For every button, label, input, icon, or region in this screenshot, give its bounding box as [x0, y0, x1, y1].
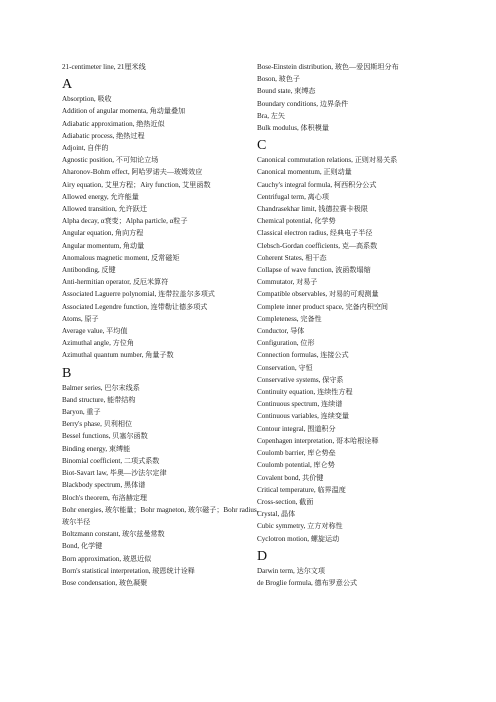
glossary-column-right	[257, 61, 457, 589]
glossary-entry: Conservative systems, 保守系	[257, 375, 344, 384]
glossary-entry: Compatible observables, 对易的可观测量	[257, 290, 379, 299]
glossary-entry: Binding energy, 束缚能	[62, 444, 131, 453]
glossary-entry: Coulomb barrier, 库仑势垒	[257, 449, 336, 458]
glossary-entry: Bessel functions, 贝塞尔函数	[62, 432, 148, 441]
glossary-entry: de Broglie formula, 德布罗意公式	[257, 578, 358, 587]
glossary-entry: Azimuthal angle, 方位角	[62, 339, 134, 348]
glossary-entry: Antibonding, 反键	[62, 266, 116, 275]
glossary-entry: Berry's phase, 贝利相位	[62, 420, 133, 429]
glossary-entry: Born's statistical interpretation, 玻恩统计诠释	[62, 566, 195, 575]
glossary-entry: Canonical commutation relations, 正则对易关系	[257, 156, 398, 165]
glossary-entry: Coulomb potential, 库仑势	[257, 461, 335, 470]
glossary-entry: Darwin term, 达尔文项	[257, 566, 325, 575]
glossary-entry: Biot-Savart law, 毕奥—沙法尔定律	[62, 469, 167, 478]
glossary-entry: Binomial coefficient, 二项式系数	[62, 456, 160, 465]
glossary-entry: Canonical momentum, 正则动量	[257, 168, 352, 177]
glossary-entry: Bohr energies, 玻尔能量；Bohr magneton, 玻尔磁子；Bohr radius, 玻尔半径	[62, 505, 259, 526]
glossary-entry: Absorption, 吸收	[62, 95, 112, 104]
glossary-entry: Cauchy's integral formula, 柯西积分公式	[257, 180, 377, 189]
glossary-entry: Chemical potential, 化学势	[257, 217, 336, 226]
glossary-entry: Allowed transition, 允许跃迁	[62, 205, 147, 214]
glossary-entry: Bound state, 束缚态	[257, 87, 316, 96]
glossary-entry: Associated Laguerre polynomial, 连带拉盖尔多项式	[62, 290, 215, 299]
glossary-entry: Cubic symmetry, 立方对称性	[257, 522, 343, 531]
glossary-entry: Addition of angular momenta, 角动量叠加	[62, 107, 186, 116]
glossary-entry: Airy equation, 艾里方程；Airy function, 艾里函数	[62, 180, 211, 189]
glossary-entry: Completeness, 完备性	[257, 314, 322, 323]
glossary-entry: Alpha decay, α衰变；Alpha particle, α粒子	[62, 217, 188, 226]
glossary-entry: Crystal, 晶体	[257, 510, 296, 519]
glossary-entry: Bose-Einstein distribution, 玻色—爱因斯坦分布	[257, 63, 399, 71]
glossary-entry: Cyclotron motion, 螺旋运动	[257, 534, 340, 543]
glossary-entry: Conservation, 守恒	[257, 363, 313, 372]
glossary-entry: Critical temperature, 临界温度	[257, 485, 346, 494]
glossary-entry: Adiabatic approximation, 绝热近似	[62, 119, 165, 128]
glossary-entry: Adjoint, 自伴的	[62, 144, 109, 153]
glossary-entry: Covalent bond, 共价键	[257, 473, 324, 482]
section-letter-d: D	[257, 548, 268, 564]
glossary-entry: Adiabatic process, 绝热过程	[62, 131, 145, 140]
glossary-entry: Average value, 平均值	[62, 327, 128, 336]
glossary-entry: Atoms, 原子	[62, 314, 99, 323]
glossary-entry: Baryon, 重子	[62, 408, 101, 417]
glossary-entry: Anti-hermitian operator, 反厄米算符	[62, 278, 169, 287]
section-letter-a: A	[62, 77, 73, 93]
glossary-entry: Coherent States, 相干态	[257, 253, 327, 262]
glossary-entry: 21-centimeter line, 21厘米线	[62, 63, 146, 71]
glossary-entry: Contour integral, 围道积分	[257, 424, 336, 433]
glossary-entry: Bra, 左矢	[257, 111, 285, 120]
glossary-entry: Balmer series, 巴尔末线系	[62, 383, 140, 392]
glossary-entry: Allowed energy, 允许能量	[62, 192, 139, 201]
glossary-entry: Continuity equation, 连续性方程	[257, 388, 353, 397]
glossary-column-left	[62, 61, 262, 589]
glossary-entry: Angular momentum, 角动量	[62, 241, 145, 250]
glossary-entry: Continuous spectrum, 连续谱	[257, 400, 343, 409]
glossary-entry: Blackbody spectrum, 黑体谱	[62, 481, 146, 490]
glossary-entry: Bose condensation, 玻色凝聚	[62, 578, 148, 587]
glossary-entry: Configuration, 位形	[257, 339, 315, 348]
glossary-entry: Classical electron radius, 经典电子半径	[257, 229, 373, 238]
glossary-entry: Boundary conditions, 边界条件	[257, 99, 349, 108]
glossary-entry: Angular equation, 角向方程	[62, 229, 144, 238]
glossary-entry: Copenhagen interpretation, 哥本哈根诠释	[257, 436, 379, 445]
glossary-entry: Born approximation, 玻恩近似	[62, 554, 152, 563]
glossary-entry: Aharonov-Bohm effect, 阿哈罗诺夫—玻姆效应	[62, 168, 203, 177]
glossary-entry: Bond, 化学键	[62, 542, 103, 551]
glossary-entry: Conductor, 导体	[257, 327, 305, 336]
glossary-entry: Bloch's theorem, 布洛赫定理	[62, 493, 148, 502]
glossary-entry: Agnostic position, 不可知论立场	[62, 156, 159, 165]
glossary-entry: Bulk modulus, 体积模量	[257, 124, 329, 133]
glossary-entry: Chandrasekhar limit, 钱德拉赛卡极限	[257, 205, 368, 214]
glossary-entry: Commutator, 对易子	[257, 278, 318, 287]
glossary-entry: Anomalous magnetic moment, 反常磁矩	[62, 253, 180, 262]
glossary-entry: Boson, 玻色子	[257, 75, 300, 84]
glossary-entry: Collapse of wave function, 波函数塌缩	[257, 266, 371, 275]
glossary-entry: Cross-section, 截面	[257, 497, 314, 506]
section-letter-b: B	[62, 365, 72, 381]
glossary-entry: Azimuthal quantum number, 角量子数	[62, 351, 174, 360]
glossary-entry: Connection formulas, 连接公式	[257, 351, 349, 360]
glossary-entry: Continuous variables, 连续变量	[257, 412, 350, 421]
glossary-entry: Boltzmann constant, 玻尔兹曼常数	[62, 530, 165, 539]
section-letter-c: C	[257, 138, 267, 154]
glossary-entry: Band structure, 能带结构	[62, 395, 136, 404]
glossary-entry: Centrifugal term, 离心项	[257, 192, 329, 201]
glossary-entry: Complete inner product space, 完备内积空间	[257, 302, 389, 311]
glossary-entry: Clebsch-Gordan coefficients, 克—高系数	[257, 241, 378, 250]
glossary-entry: Associated Legendre function, 连带勒让德多项式	[62, 302, 208, 311]
